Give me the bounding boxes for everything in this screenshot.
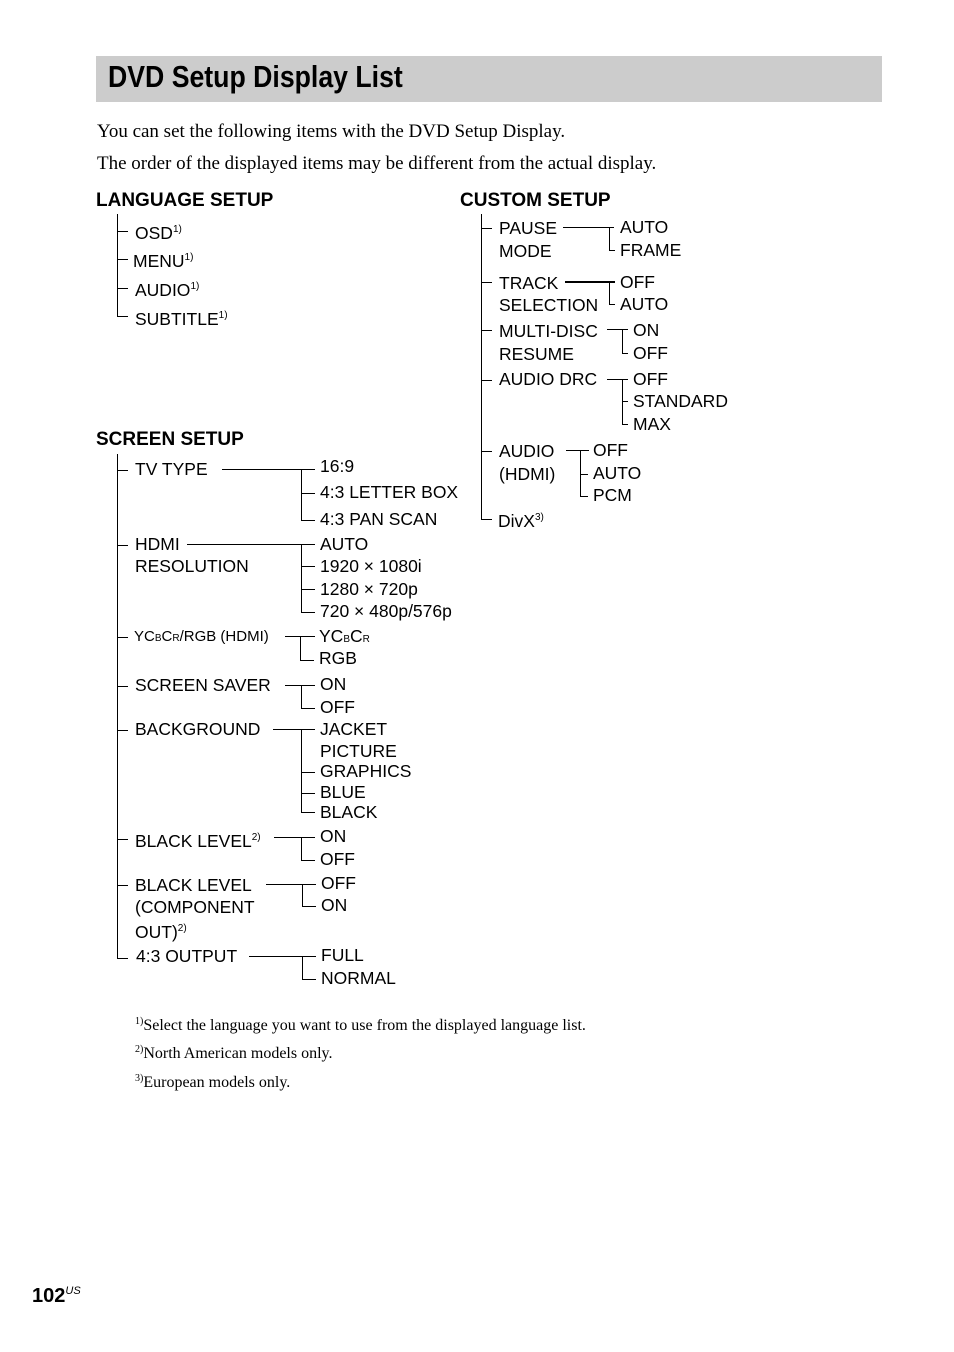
audio-hdmi-item[interactable] bbox=[499, 440, 555, 486]
hdmi-option-auto[interactable]: AUTO bbox=[320, 534, 369, 554]
background-option-graphics[interactable]: GRAPHICS bbox=[320, 761, 412, 781]
output-43-item[interactable]: 4:3 OUTPUT bbox=[136, 946, 238, 966]
branch bbox=[481, 282, 492, 283]
branch bbox=[117, 288, 128, 289]
page-number-value: 102 bbox=[32, 1285, 66, 1307]
black-level-component-option-on[interactable]: ON bbox=[321, 895, 348, 915]
audio-hdmi-option-auto[interactable]: AUTO bbox=[593, 463, 642, 483]
label-line: SELECTION bbox=[499, 295, 599, 315]
connector bbox=[274, 837, 315, 838]
connector bbox=[273, 729, 315, 730]
audio-label: AUDIO bbox=[135, 280, 191, 300]
branch bbox=[117, 730, 128, 731]
footnote-2 bbox=[135, 1044, 333, 1063]
tv-type-option-16-9[interactable]: 16:9 bbox=[320, 456, 355, 476]
page-number-suffix: US bbox=[65, 1285, 81, 1297]
label-part: YC bbox=[319, 626, 344, 646]
custom-setup-heading: CUSTOM SETUP bbox=[460, 190, 611, 211]
connector bbox=[566, 450, 589, 451]
footnote-mark: 1) bbox=[135, 1016, 144, 1027]
branch bbox=[117, 231, 128, 232]
audio-drc-item[interactable]: AUDIO DRC bbox=[499, 369, 598, 389]
connector bbox=[187, 544, 315, 545]
language-setup-tree-line bbox=[117, 214, 118, 316]
footnote-ref: 1) bbox=[218, 310, 228, 321]
branch bbox=[481, 519, 492, 520]
label-line: AUDIO bbox=[499, 441, 555, 461]
branch bbox=[117, 259, 128, 260]
multi-disc-option-off[interactable]: OFF bbox=[633, 343, 668, 363]
pause-mode-item[interactable] bbox=[499, 217, 557, 263]
label-part: YC bbox=[134, 628, 155, 645]
black-level-component-item[interactable] bbox=[135, 874, 255, 943]
branch bbox=[481, 451, 492, 452]
branch bbox=[300, 660, 314, 661]
footnote-text: Select the language you want to use from the displayed language list. bbox=[143, 1017, 586, 1034]
label-text: DivX bbox=[498, 511, 535, 531]
branch bbox=[302, 906, 316, 907]
branch bbox=[302, 979, 316, 980]
footnote-mark: 2) bbox=[135, 1044, 144, 1055]
branch bbox=[622, 424, 628, 425]
subtitle-item[interactable] bbox=[135, 306, 228, 329]
background-item[interactable]: BACKGROUND bbox=[135, 719, 261, 739]
branch bbox=[117, 839, 128, 840]
options-line bbox=[622, 329, 623, 353]
connector bbox=[565, 281, 615, 283]
ycbcr-option-ycbcr[interactable] bbox=[319, 626, 370, 650]
branch bbox=[609, 304, 615, 305]
screen-saver-item[interactable]: SCREEN SAVER bbox=[135, 675, 271, 695]
branch bbox=[580, 474, 588, 475]
options-line bbox=[300, 636, 301, 660]
branch bbox=[301, 708, 315, 709]
intro-line-1: You can set the following items with the DVD Setup Display. bbox=[97, 121, 566, 142]
label-line: JACKET bbox=[320, 719, 388, 739]
footnote-ref: 2) bbox=[177, 923, 187, 934]
black-level-item[interactable] bbox=[135, 828, 261, 851]
label-line: MULTI-DISC bbox=[499, 321, 598, 341]
branch bbox=[117, 637, 128, 638]
track-selection-item[interactable] bbox=[499, 272, 598, 316]
branch bbox=[301, 860, 315, 861]
black-level-option-on[interactable]: ON bbox=[320, 826, 347, 846]
ycbcr-option-rgb[interactable]: RGB bbox=[319, 648, 357, 668]
ycbcr-rgb-item[interactable] bbox=[134, 627, 269, 649]
branch bbox=[301, 566, 315, 567]
footnote-mark: 3) bbox=[135, 1073, 144, 1084]
label-part: C bbox=[161, 628, 173, 645]
options-line bbox=[302, 884, 303, 906]
audio-drc-option-standard[interactable]: STANDARD bbox=[633, 391, 728, 411]
branch bbox=[622, 353, 628, 354]
branch bbox=[117, 958, 128, 959]
intro-line-2: The order of the displayed items may be different from the actual display. bbox=[97, 153, 657, 174]
branch bbox=[301, 612, 315, 613]
page-title: DVD Setup Display List bbox=[108, 59, 403, 94]
branch bbox=[609, 250, 615, 251]
label-line: HDMI bbox=[135, 534, 180, 554]
connector bbox=[266, 884, 316, 885]
osd-item[interactable] bbox=[135, 220, 182, 243]
footnote-3 bbox=[135, 1073, 290, 1092]
audio-item[interactable] bbox=[135, 277, 199, 300]
label-line: OUT) bbox=[135, 922, 178, 942]
label-line: MODE bbox=[499, 241, 552, 261]
title-bar bbox=[96, 56, 882, 102]
label-part: R bbox=[172, 633, 180, 644]
options-line bbox=[301, 685, 302, 708]
branch bbox=[622, 401, 628, 402]
footnote-ref: 1) bbox=[190, 281, 200, 292]
page-number bbox=[32, 1285, 81, 1308]
connector bbox=[249, 956, 316, 957]
branch bbox=[481, 380, 492, 381]
branch bbox=[301, 520, 315, 521]
label-line: (HDMI) bbox=[499, 464, 556, 484]
connector bbox=[285, 685, 315, 686]
black-level-option-off[interactable]: OFF bbox=[320, 849, 355, 869]
tv-type-item[interactable]: TV TYPE bbox=[135, 459, 208, 479]
track-selection-option-off[interactable]: OFF bbox=[620, 272, 655, 292]
pause-mode-option-auto[interactable]: AUTO bbox=[620, 217, 669, 237]
label-line: PICTURE bbox=[320, 741, 397, 761]
background-option-blue[interactable]: BLUE bbox=[320, 782, 366, 802]
screen-setup-tree-line bbox=[117, 454, 118, 958]
label-line: RESOLUTION bbox=[135, 556, 249, 576]
footnote-ref: 3) bbox=[534, 512, 544, 523]
black-level-component-option-off[interactable]: OFF bbox=[321, 873, 356, 893]
label-line: PAUSE bbox=[499, 218, 558, 238]
branch bbox=[301, 793, 315, 794]
branch bbox=[301, 493, 315, 494]
footnote-1 bbox=[135, 1016, 586, 1035]
language-setup-heading: LANGUAGE SETUP bbox=[96, 190, 274, 211]
options-line bbox=[609, 227, 610, 250]
options-line bbox=[301, 544, 302, 612]
audio-hdmi-option-off[interactable]: OFF bbox=[593, 440, 628, 460]
branch bbox=[301, 589, 315, 590]
screen-saver-option-on[interactable]: ON bbox=[320, 674, 347, 694]
options-line bbox=[301, 729, 302, 812]
menu-item[interactable] bbox=[133, 248, 193, 271]
footnote-ref: 2) bbox=[251, 832, 261, 843]
footnote-text: North American models only. bbox=[143, 1045, 333, 1062]
label-line: RESUME bbox=[499, 344, 574, 364]
options-line bbox=[609, 282, 610, 304]
subtitle-label: SUBTITLE bbox=[135, 309, 219, 329]
branch bbox=[117, 686, 128, 687]
osd-label: OSD bbox=[135, 223, 173, 243]
background-option-black[interactable]: BLACK bbox=[320, 802, 378, 822]
connector bbox=[607, 379, 628, 380]
multi-disc-option-on[interactable]: ON bbox=[633, 320, 660, 340]
menu-label: MENU bbox=[133, 251, 185, 271]
label-line: TRACK bbox=[499, 273, 559, 293]
label-text: BLACK LEVEL bbox=[135, 831, 252, 851]
branch bbox=[580, 496, 588, 497]
hdmi-option-720p[interactable]: 1280 × 720p bbox=[320, 579, 418, 599]
audio-drc-option-max[interactable]: MAX bbox=[633, 414, 671, 434]
options-line bbox=[301, 837, 302, 860]
hdmi-option-480p-576p[interactable]: 720 × 480p/576p bbox=[320, 601, 452, 621]
label-line: (COMPONENT bbox=[135, 897, 255, 917]
audio-drc-option-off[interactable]: OFF bbox=[633, 369, 668, 389]
output-43-option-normal[interactable]: NORMAL bbox=[321, 968, 396, 988]
hdmi-option-1080i[interactable]: 1920 × 1080i bbox=[320, 556, 422, 576]
label-part: C bbox=[349, 626, 363, 646]
multi-disc-resume-item[interactable] bbox=[499, 320, 598, 366]
label-part: B bbox=[343, 634, 350, 645]
background-option-jacket[interactable] bbox=[320, 719, 397, 761]
branch bbox=[481, 330, 492, 331]
label-part: /RGB (HDMI) bbox=[179, 628, 269, 645]
branch bbox=[301, 772, 315, 773]
branch bbox=[481, 228, 492, 229]
track-selection-option-auto[interactable]: AUTO bbox=[620, 294, 669, 314]
tv-type-option-pan-scan[interactable]: 4:3 PAN SCAN bbox=[320, 509, 438, 529]
pause-mode-option-frame[interactable]: FRAME bbox=[620, 240, 682, 260]
options-line bbox=[580, 450, 581, 496]
divx-item[interactable] bbox=[498, 508, 544, 531]
label-part: R bbox=[362, 634, 370, 645]
hdmi-resolution-item[interactable] bbox=[135, 534, 249, 576]
output-43-option-full[interactable]: FULL bbox=[321, 945, 364, 965]
connector bbox=[563, 227, 614, 228]
custom-setup-tree-line bbox=[481, 214, 482, 519]
screen-saver-option-off[interactable]: OFF bbox=[320, 697, 355, 717]
footnote-ref: 1) bbox=[172, 224, 182, 235]
options-line bbox=[301, 469, 302, 520]
branch bbox=[117, 885, 128, 886]
screen-setup-heading: SCREEN SETUP bbox=[96, 429, 244, 450]
connector bbox=[607, 329, 628, 330]
audio-hdmi-option-pcm[interactable]: PCM bbox=[593, 485, 632, 505]
branch bbox=[117, 545, 128, 546]
branch bbox=[301, 812, 315, 813]
branch bbox=[117, 470, 128, 471]
footnote-ref: 1) bbox=[184, 252, 194, 263]
label-part: B bbox=[154, 633, 162, 644]
options-line bbox=[302, 956, 303, 979]
label-line: BLACK LEVEL bbox=[135, 875, 252, 895]
branch bbox=[117, 316, 128, 317]
tv-type-option-letter-box[interactable]: 4:3 LETTER BOX bbox=[320, 482, 459, 502]
footnote-text: European models only. bbox=[143, 1074, 291, 1091]
